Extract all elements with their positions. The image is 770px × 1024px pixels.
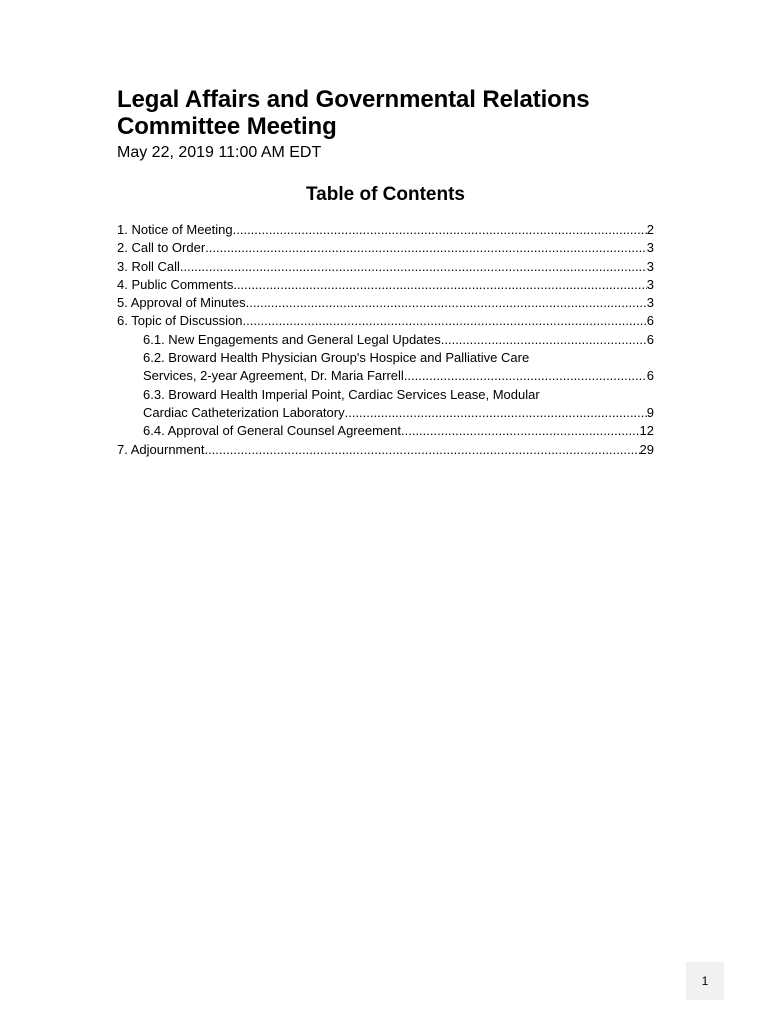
toc-entry-hospice-palliative-care[interactable] <box>117 349 654 386</box>
toc-entry-label: 2. Call to Order <box>117 240 206 256</box>
toc-entry-label: 6.4. Approval of General Counsel Agreement <box>143 423 401 439</box>
document-title-line-2: Committee Meeting <box>117 113 337 140</box>
document-title <box>117 86 654 140</box>
toc-entry-general-counsel-agreement[interactable] <box>117 422 654 440</box>
toc-entry-continuation <box>143 367 654 385</box>
toc-leader-dots <box>246 294 647 312</box>
toc-heading: Table of Contents <box>305 184 466 205</box>
toc-entry-notice-of-meeting[interactable] <box>117 221 654 239</box>
toc-entry-roll-call[interactable] <box>117 258 654 276</box>
toc-entry-adjournment[interactable] <box>117 441 654 459</box>
toc-leader-dots <box>243 312 647 330</box>
toc-leader-dots <box>233 221 647 239</box>
toc-leader-dots <box>180 258 647 276</box>
toc-entry-page: 2 <box>646 222 654 237</box>
toc-entry-label: 5. Approval of Minutes <box>117 295 246 311</box>
document-title-line-1: Legal Affairs and Governmental Relations <box>117 86 590 113</box>
toc-entry-page: 6 <box>646 331 654 347</box>
toc-entry-cardiac-services-lease[interactable] <box>117 386 654 423</box>
toc-leader-dots <box>401 422 640 440</box>
toc-entry-call-to-order[interactable] <box>117 239 654 257</box>
toc-entry-approval-of-minutes[interactable] <box>117 294 654 312</box>
toc-entry-page: 3 <box>646 276 654 292</box>
toc-entry-continuation <box>143 404 654 422</box>
document-page <box>117 86 654 459</box>
toc-entry-page: 3 <box>646 240 654 256</box>
toc-entry-label-line-1: 6.2. Broward Health Physician Group's Hospice and Palliative Care <box>143 350 530 366</box>
toc-entry-page: 3 <box>646 295 654 311</box>
toc-entry-public-comments[interactable] <box>117 276 654 294</box>
toc-leader-dots <box>345 404 647 422</box>
toc-entry-label: 7. Adjournment <box>117 441 205 457</box>
toc-entry-page: 3 <box>646 258 654 274</box>
toc-entry-label: 1. Notice of Meeting <box>117 222 233 237</box>
toc-entry-page: 12 <box>639 423 654 439</box>
toc-leader-dots <box>233 276 646 294</box>
meeting-date: May 22, 2019 11:00 AM EDT <box>117 144 322 161</box>
toc-entry-label-line-2: Services, 2-year Agreement, Dr. Maria Farrell <box>143 368 404 384</box>
toc-entry-page: 6 <box>646 313 654 329</box>
toc-entry-label-line-2: Cardiac Catheterization Laboratory <box>143 404 345 420</box>
toc-entry-label: 4. Public Comments <box>117 276 234 292</box>
toc-leader-dots <box>205 239 647 257</box>
toc-entry-label: 6.1. New Engagements and General Legal Updates <box>143 331 441 347</box>
toc-leader-dots <box>441 331 647 349</box>
toc-entry-topic-of-discussion[interactable] <box>117 312 654 330</box>
toc-leader-dots <box>404 367 647 385</box>
toc-entry-new-engagements[interactable] <box>117 331 654 349</box>
toc-entry-label: 6. Topic of Discussion <box>117 313 243 329</box>
toc-entry-page: 29 <box>639 441 654 457</box>
toc-entry-page: 9 <box>646 404 654 420</box>
page-number: 1 <box>686 962 724 1000</box>
toc-leader-dots <box>204 441 639 459</box>
toc-entry-label-line-1: 6.3. Broward Health Imperial Point, Cardiac Services Lease, Modular <box>143 386 540 402</box>
toc-entry-page: 6 <box>646 368 654 384</box>
table-of-contents <box>117 221 654 459</box>
toc-entry-label: 3. Roll Call <box>117 258 180 274</box>
